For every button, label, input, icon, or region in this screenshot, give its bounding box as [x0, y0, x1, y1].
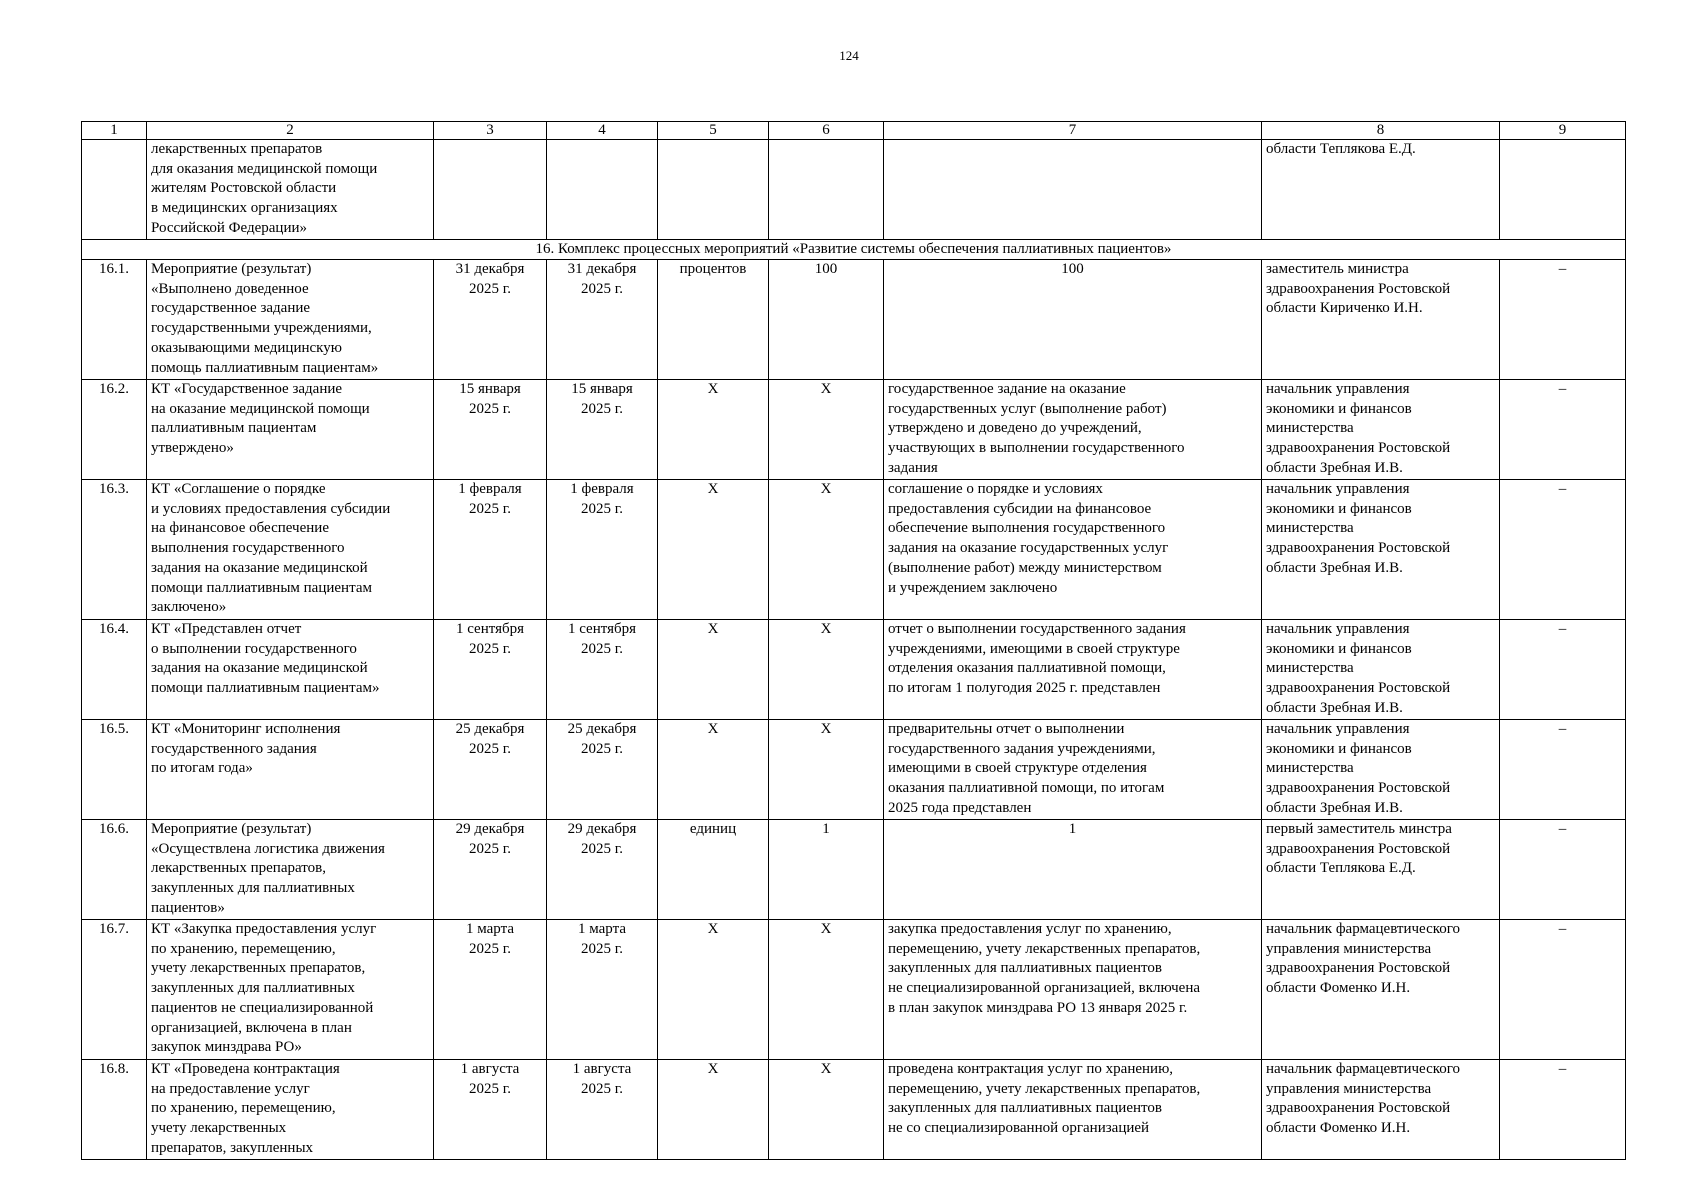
cell-base: 1 [769, 820, 884, 920]
cell-date-start [434, 140, 547, 240]
cell-responsible: начальник управления экономики и финансов министерства здравоохранения Ростовской области Зребная И.В. [1262, 480, 1500, 620]
cell-value: государственное задание на оказание государственных услуг (выполнение работ) утверждено и доведено до учреждений, участвующих в выполнении государственного задания [884, 380, 1262, 480]
column-number: 9 [1500, 122, 1626, 140]
cell-date-start: 1 сентября 2025 г. [434, 620, 547, 720]
cell-date-end [547, 140, 658, 240]
cell-num: 16.1. [82, 260, 147, 380]
cell-date-start: 1 марта 2025 г. [434, 920, 547, 1060]
cell-date-start: 25 декабря 2025 г. [434, 720, 547, 820]
table-row [82, 820, 1626, 920]
cell-responsible: заместитель министра здравоохранения Ростовской области Кириченко И.Н. [1262, 260, 1500, 380]
cell-value [884, 140, 1262, 240]
cell-value: предварительны отчет о выполнении государственного задания учреждениями, имеющими в своей структуре отделения оказания паллиативной помощи, по итогам 2025 года представлен [884, 720, 1262, 820]
column-number-row [82, 122, 1626, 140]
section-title: 16. Комплекс процессных мероприятий «Развитие системы обеспечения паллиативных пациентов» [82, 240, 1626, 260]
cell-num [82, 140, 147, 240]
cell-name: КТ «Представлен отчет о выполнении государственного задания на оказание медицинской помощи паллиативным пациентам» [147, 620, 434, 720]
section-row [82, 240, 1626, 260]
cell-unit: Х [658, 1060, 769, 1160]
cell-value: закупка предоставления услуг по хранению, перемещению, учету лекарственных препаратов, закупленных для паллиативных пациентов не специализированной организацией, включена в план закупок минздрава РО 13 января 2025 г. [884, 920, 1262, 1060]
cell-note: – [1500, 380, 1626, 480]
cell-num: 16.2. [82, 380, 147, 480]
continuation-row [82, 140, 1626, 240]
cell-unit: Х [658, 620, 769, 720]
table-row [82, 620, 1626, 720]
cell-responsible: области Теплякова Е.Д. [1262, 140, 1500, 240]
cell-responsible: начальник управления экономики и финансов министерства здравоохранения Ростовской области Зребная И.В. [1262, 720, 1500, 820]
column-number: 7 [884, 122, 1262, 140]
cell-value: отчет о выполнении государственного задания учреждениями, имеющими в своей структуре отделения оказания паллиативной помощи, по итогам 1 полугодия 2025 г. представлен [884, 620, 1262, 720]
table-row [82, 720, 1626, 820]
cell-base: 100 [769, 260, 884, 380]
cell-date-end: 1 сентября 2025 г. [547, 620, 658, 720]
cell-note: – [1500, 480, 1626, 620]
cell-responsible: начальник фармацевтического управления министерства здравоохранения Ростовской области Фоменко И.Н. [1262, 1060, 1500, 1160]
cell-responsible: начальник управления экономики и финансов министерства здравоохранения Ростовской области Зребная И.В. [1262, 620, 1500, 720]
events-table [81, 121, 1626, 1160]
cell-name: КТ «Закупка предоставления услуг по хранению, перемещению, учету лекарственных препаратов, закупленных для паллиативных пациентов не специализированной организацией, включена в план закупок минздрава РО» [147, 920, 434, 1060]
column-number: 4 [547, 122, 658, 140]
column-number: 2 [147, 122, 434, 140]
column-number: 8 [1262, 122, 1500, 140]
table-row [82, 1060, 1626, 1160]
cell-responsible: начальник управления экономики и финансов министерства здравоохранения Ростовской области Зребная И.В. [1262, 380, 1500, 480]
cell-base: Х [769, 920, 884, 1060]
cell-num: 16.5. [82, 720, 147, 820]
table-body [82, 122, 1626, 1160]
cell-date-end: 1 марта 2025 г. [547, 920, 658, 1060]
cell-unit: единиц [658, 820, 769, 920]
cell-note: – [1500, 820, 1626, 920]
cell-date-end: 29 декабря 2025 г. [547, 820, 658, 920]
cell-date-end: 25 декабря 2025 г. [547, 720, 658, 820]
cell-value: проведена контрактация услуг по хранению, перемещению, учету лекарственных препаратов, закупленных для паллиативных пациентов не со специализированной организацией [884, 1060, 1262, 1160]
table-row [82, 260, 1626, 380]
cell-name: Мероприятие (результат) «Осуществлена логистика движения лекарственных препаратов, закупленных для паллиативных пациентов» [147, 820, 434, 920]
cell-date-start: 1 августа 2025 г. [434, 1060, 547, 1160]
cell-note: – [1500, 260, 1626, 380]
cell-note: – [1500, 720, 1626, 820]
cell-unit: Х [658, 380, 769, 480]
cell-note: – [1500, 620, 1626, 720]
cell-unit: Х [658, 920, 769, 1060]
cell-value: 1 [884, 820, 1262, 920]
cell-base: Х [769, 380, 884, 480]
table-row [82, 480, 1626, 620]
column-number: 5 [658, 122, 769, 140]
cell-base: Х [769, 720, 884, 820]
cell-responsible: первый заместитель минстра здравоохранения Ростовской области Теплякова Е.Д. [1262, 820, 1500, 920]
cell-name: Мероприятие (результат) «Выполнено доведенное государственное задание государственными учреждениями, оказывающими медицинскую помощь паллиативным пациентам» [147, 260, 434, 380]
cell-base: Х [769, 620, 884, 720]
page-number: 124 [839, 48, 859, 63]
cell-date-start: 29 декабря 2025 г. [434, 820, 547, 920]
cell-name: КТ «Соглашение о порядке и условиях предоставления субсидии на финансовое обеспечение выполнения государственного задания на оказание медицинской помощи паллиативным пациентам заключено» [147, 480, 434, 620]
cell-date-end: 31 декабря 2025 г. [547, 260, 658, 380]
cell-base: Х [769, 1060, 884, 1160]
cell-num: 16.8. [82, 1060, 147, 1160]
cell-date-start: 31 декабря 2025 г. [434, 260, 547, 380]
cell-name: КТ «Проведена контрактация на предоставление услуг по хранению, перемещению, учету лекарственных препаратов, закупленных [147, 1060, 434, 1160]
cell-num: 16.6. [82, 820, 147, 920]
cell-name: КТ «Мониторинг исполнения государственного задания по итогам года» [147, 720, 434, 820]
table-row [82, 380, 1626, 480]
cell-value: соглашение о порядке и условиях предоставления субсидии на финансовое обеспечение выполнения государственного задания на оказание государственных услуг (выполнение работ) между министерством и учреждением заключено [884, 480, 1262, 620]
column-number: 1 [82, 122, 147, 140]
cell-value: 100 [884, 260, 1262, 380]
cell-date-end: 1 августа 2025 г. [547, 1060, 658, 1160]
cell-date-end: 15 января 2025 г. [547, 380, 658, 480]
cell-note: – [1500, 920, 1626, 1060]
cell-date-end: 1 февраля 2025 г. [547, 480, 658, 620]
cell-note: – [1500, 1060, 1626, 1160]
cell-base: Х [769, 480, 884, 620]
cell-name: лекарственных препаратов для оказания медицинской помощи жителям Ростовской области в медицинских организациях Российской Федерации» [147, 140, 434, 240]
cell-date-start: 15 января 2025 г. [434, 380, 547, 480]
column-number: 3 [434, 122, 547, 140]
cell-num: 16.4. [82, 620, 147, 720]
cell-name: КТ «Государственное задание на оказание медицинской помощи паллиативным пациентам утверждено» [147, 380, 434, 480]
cell-unit [658, 140, 769, 240]
cell-responsible: начальник фармацевтического управления министерства здравоохранения Ростовской области Фоменко И.Н. [1262, 920, 1500, 1060]
cell-num: 16.3. [82, 480, 147, 620]
cell-date-start: 1 февраля 2025 г. [434, 480, 547, 620]
cell-note [1500, 140, 1626, 240]
column-number: 6 [769, 122, 884, 140]
cell-base [769, 140, 884, 240]
cell-unit: Х [658, 480, 769, 620]
cell-unit: процентов [658, 260, 769, 380]
cell-num: 16.7. [82, 920, 147, 1060]
cell-unit: Х [658, 720, 769, 820]
table-row [82, 920, 1626, 1060]
